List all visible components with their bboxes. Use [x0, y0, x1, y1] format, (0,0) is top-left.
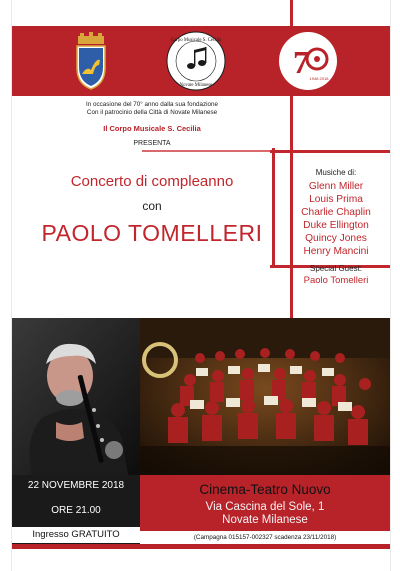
special-guest-name: Paolo Tomelleri [303, 275, 369, 286]
special-guest-heading: Special Guest: [309, 264, 363, 273]
composer-item: Duke Ellington [303, 220, 369, 231]
intro-line-2: Con il patrocinio della Città di Novate Milanese [86, 109, 218, 116]
presents-label: PRESENTA [133, 140, 171, 147]
composer-item: Louis Prima [309, 194, 363, 205]
city-coat-of-arms-logo [60, 30, 122, 92]
composer-item: Quincy Jones [305, 233, 367, 244]
horizontal-divider-left [142, 150, 272, 152]
band-performance-photo [140, 318, 390, 475]
music-heading: Musiche di: [315, 168, 357, 177]
concert-poster [11, 0, 391, 571]
artist-name: PAOLO TOMELLERI [41, 220, 263, 246]
musician-portrait-photo [12, 318, 140, 475]
address-line-2: Novate Milanese [222, 514, 308, 526]
event-date: 22 NOVEMBRE 2018 [27, 480, 125, 491]
composer-item: Glenn Miller [308, 181, 364, 192]
band-emblem-logo [165, 30, 227, 92]
composer-list [282, 180, 390, 258]
intro-line-1: In occasione del 70° anno dalla sua fondazione [85, 101, 219, 108]
footer-bar [12, 544, 390, 549]
svg-text:7: 7 [293, 44, 309, 80]
concert-title: Concerto di compleanno [70, 173, 234, 190]
svg-text:Corpo Musicale S. Cecilia: Corpo Musicale S. Cecilia [170, 38, 222, 43]
venue-name: Cinema-Teatro Nuovo [199, 482, 331, 497]
horizontal-divider-top-right [270, 150, 390, 153]
seventy-years-emblem-logo [277, 30, 339, 92]
svg-text:1948 2018: 1948 2018 [309, 76, 329, 81]
free-entry-label: Ingresso GRATUITO [12, 527, 140, 543]
venue-address [140, 501, 390, 527]
event-time: ORE 21.00 [51, 505, 101, 516]
svg-text:Novate Milanese: Novate Milanese [179, 83, 213, 88]
intro-text [32, 101, 272, 117]
address-line-1: Via Cascina del Sole, 1 [205, 501, 325, 513]
with-label: con [142, 199, 162, 213]
composer-item: Charlie Chaplin [301, 207, 371, 218]
campaign-notice: (Campagna 015157-002327 scadenza 23/11/2018) [140, 531, 390, 544]
vertical-divider-center [272, 148, 275, 265]
composer-item: Henry Mancini [303, 246, 369, 257]
organizer-name: Il Corpo Musicale S. Cecilia [103, 124, 201, 133]
